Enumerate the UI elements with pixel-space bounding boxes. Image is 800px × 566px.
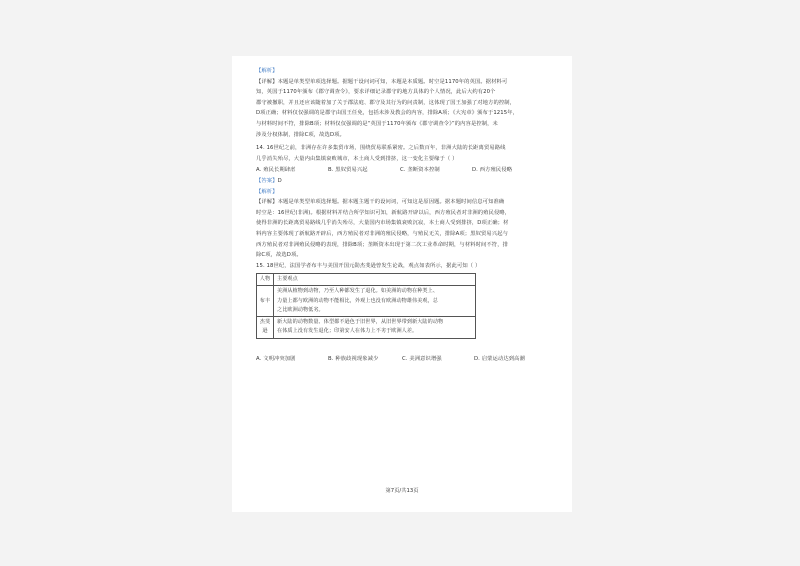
q14-jiexi-tag: 【解析】 xyxy=(256,188,278,195)
page-footer: 第7页/共13页 xyxy=(385,488,419,494)
q15-table xyxy=(256,273,476,338)
q15-number: 15. xyxy=(256,262,265,269)
q13-line: D项正确；材料仅仅强调的是郡守由国王任免，包括未涉及教会的内容，排除A项；《大宪章》颁布于1215年， xyxy=(256,110,518,117)
header-view: 主要观点 xyxy=(274,274,476,286)
q14-stem-line: 几乎消失殆尽，大量内由集镇衰败城市，本土商人受到排挤，这一变化主要缘于（ ） xyxy=(256,155,458,162)
page-content xyxy=(256,66,552,364)
header-person: 人物 xyxy=(257,274,274,286)
q14-line: 料内容主要体现了新航路开辟后，西方殖民者对非洲的殖民侵略，与殖民无关，排除A项；黑奴贸易兴起与 xyxy=(256,230,508,237)
q13-line: 知，英国于1170年颁布《郡守调查令》，要求详细记录郡守的地方具体的个人情况，此后大约有20个 xyxy=(256,89,496,96)
q15-options xyxy=(256,354,552,365)
q14-option-b[interactable]: B. 黑奴贸易兴起 xyxy=(328,167,368,174)
q13-detail-tag: 【详解】 xyxy=(256,78,278,85)
row-person: 布丰 xyxy=(257,286,274,317)
row-view: 新大陆的动物数量、体型都不逊色于旧世界，从旧世界带到新大陆的动物 在体质上没有发生退化；印第安人在体力上不劣于欧洲人差。 xyxy=(274,317,476,338)
row-person: 杰斐逊 xyxy=(257,317,274,338)
q15-option-a[interactable]: A. 文明冲突加剧 xyxy=(256,355,296,362)
q13-line: 郡守被撤职，并且还应该随着加了关于郡法庭、郡守及其行为的问责制，这体现了国王加强了对地方的控制， xyxy=(256,99,516,106)
q13-line: 本题是单类型单项选择题。据题干设问词可知，本题是本质题。时空是1170年的英国。据材料可 xyxy=(277,78,508,85)
q14-options xyxy=(256,165,552,176)
q15-option-d[interactable]: D. 启蒙运动达到高潮 xyxy=(474,355,525,362)
q15-option-b[interactable]: B. 种族歧视现象减少 xyxy=(328,355,379,362)
row-view: 美洲从植物到动物，乃至人种都发生了退化。如美洲的动物在种类上、 力量上都与欧洲的动物不能相比，外观上也没有欧洲动物雄伟美观，总 之比欧洲动物低劣。 xyxy=(274,286,476,317)
q14-number: 14. xyxy=(256,145,265,152)
q14-option-c[interactable]: C. 垄断资本控制 xyxy=(400,167,440,174)
q15-option-c[interactable]: C. 美洲意识增强 xyxy=(402,355,442,362)
q14-line: 时空是：16世纪(非洲)。根据材料并结合所学知识可知，新航路开辟以后，西方殖民者对非洲的殖民侵略， xyxy=(256,209,511,216)
q15-stem: 15. 18世纪，法国学者布丰与美国开国元勋杰斐逊曾发生论战，观点如表所示，据此可知（ ） xyxy=(256,262,481,269)
q13-detail-line xyxy=(256,77,552,88)
table-header-row xyxy=(257,274,476,286)
table-row xyxy=(257,317,476,338)
q13-line: 涉及分权体制，排除C项，故选D项。 xyxy=(256,131,345,138)
q14-option-a[interactable]: A. 殖民长期肆虐 xyxy=(256,167,296,174)
q14-answer xyxy=(256,176,552,187)
q14-line: 使得非洲的长距离贸易路线几乎消失殆尽，大量国内市场集镇衰败沉寂，本土商人受到排挤，D项正确；材 xyxy=(256,220,509,227)
q14-line: 西方殖民者对非洲殖民侵略的表现，排除B项；垄断资本出现于第二次工业革命时期，与材料时间不符，排 xyxy=(256,241,508,248)
document-page xyxy=(232,56,572,512)
table-row xyxy=(257,286,476,317)
q13-jiexi-tag: 【解析】 xyxy=(256,68,278,74)
q14-detail-tag: 【详解】 xyxy=(256,199,278,206)
q14-stem: 14. 16世纪之前，非洲存在许多集贸市场，围绕贸易联系紧密。之后数百年，非洲大陆的长距离贸易路线 xyxy=(256,145,506,152)
q14-answer-value: D xyxy=(277,177,282,184)
q14-detail-line: 【详解】本题是单类型单项选择题。据本题主题干的设问词，可知这是原因题。据本题时间信息可知准确 xyxy=(256,199,505,206)
q13-line: 与材料时间不符，排除B项；材料仅仅强调的是“英国于1170年颁布《郡守调查令》”的内容是控制，未 xyxy=(256,120,498,127)
q14-line: 除C项，故选D项。 xyxy=(256,252,302,259)
q14-answer-tag: 【答案】 xyxy=(256,177,278,184)
q14-option-d[interactable]: D. 西方殖民侵略 xyxy=(472,167,513,174)
